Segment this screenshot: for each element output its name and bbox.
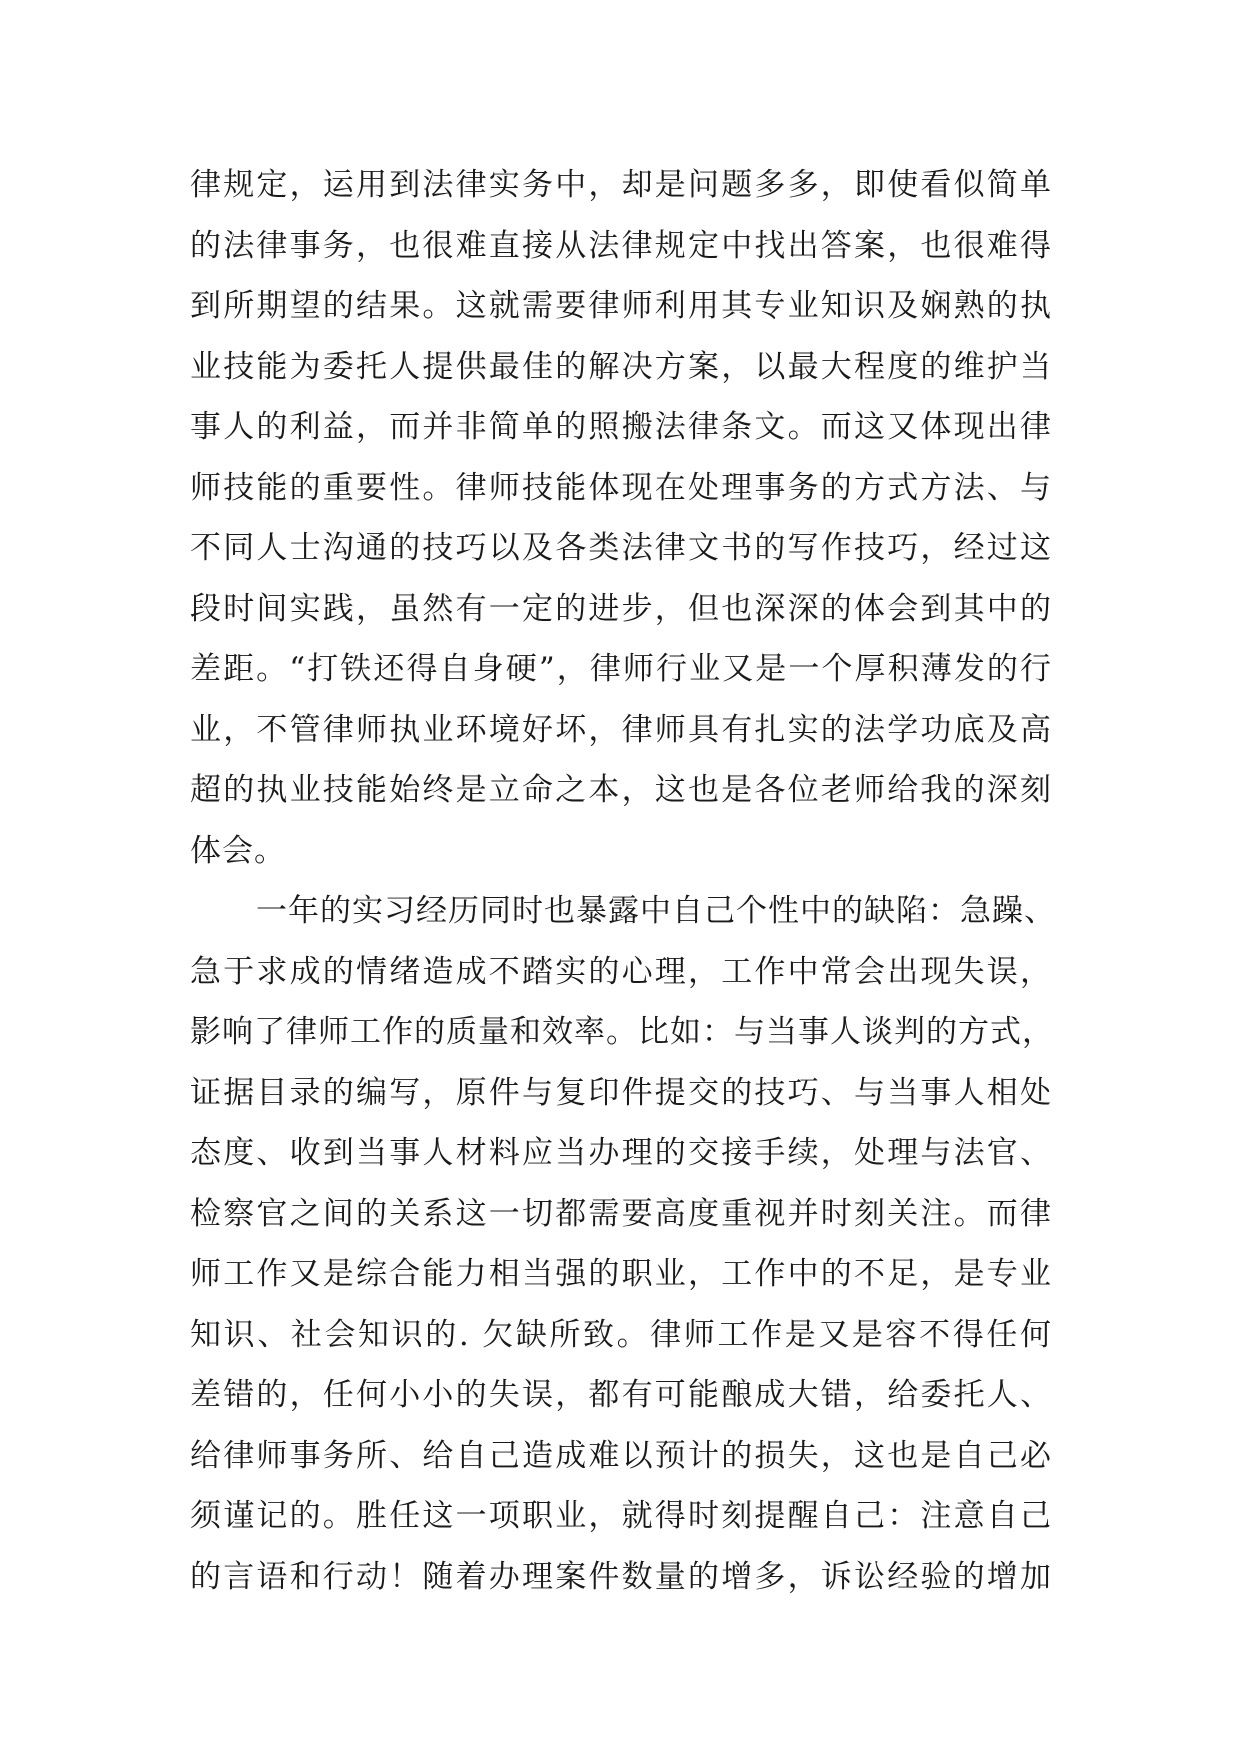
- text-line: 证据目录的编写，原件与复印件提交的技巧、与当事人相处: [190, 1074, 1052, 1111]
- text-line: 业技能为委托人提供最佳的解决方案，以最大程度的维护当: [190, 348, 1052, 385]
- text-line: 业，不管律师执业环境好坏，律师具有扎实的法学功底及高: [190, 711, 1052, 748]
- text-line: 态度、收到当事人材料应当办理的交接手续，处理与法官、: [190, 1135, 1052, 1171]
- text-line: 体会。: [190, 832, 286, 869]
- text-line: 段时间实践，虽然有一定的进步，但也深深的体会到其中的: [190, 590, 1052, 627]
- text-line: 检察官之间的关系这一切都需要高度重视并时刻关注。而律: [190, 1195, 1052, 1232]
- text-line: 差距。“打铁还得自身硬”，律师行业又是一个厚积薄发的行: [190, 651, 1052, 687]
- text-line: 的言语和行动！随着办理案件数量的增多，诉讼经验的增加: [190, 1558, 1052, 1595]
- body-text: [190, 155, 1056, 1607]
- text-line: 不同人士沟通的技巧以及各类法律文书的写作技巧，经过这: [190, 530, 1052, 566]
- text-line: 一年的实习经历同时也暴露中自己个性中的缺陷：急躁、: [256, 893, 1056, 929]
- text-line: 事人的利益，而并非简单的照搬法律条文。而这又体现出律: [190, 409, 1052, 445]
- text-line: 知识、社会知识的. 欠缺所致。律师工作是又是容不得任何: [190, 1316, 1052, 1353]
- text-line: 到所期望的结果。这就需要律师利用其专业知识及娴熟的执: [190, 288, 1052, 324]
- text-line: 急于求成的情绪造成不踏实的心理，工作中常会出现失误，: [190, 953, 1052, 990]
- text-line: 律规定，运用到法律实务中，却是问题多多，即使看似简单: [190, 167, 1052, 203]
- text-line: 师工作又是综合能力相当强的职业，工作中的不足，是专业: [190, 1256, 1052, 1292]
- text-line: 给律师事务所、给自己造成难以预计的损失，这也是自己必: [190, 1437, 1052, 1474]
- text-line: 差错的，任何小小的失误，都有可能酿成大错，给委托人、: [190, 1377, 1052, 1413]
- text-line: 的法律事务，也很难直接从法律规定中找出答案，也很难得: [190, 227, 1052, 264]
- text-line: 影响了律师工作的质量和效率。比如：与当事人谈判的方式，: [190, 1014, 1054, 1050]
- text-line: 超的执业技能始终是立命之本，这也是各位老师给我的深刻: [190, 772, 1052, 808]
- text-line: 须谨记的。胜任这一项职业，就得时刻提醒自己：注意自己: [190, 1498, 1052, 1534]
- text-line: 师技能的重要性。律师技能体现在处理事务的方式方法、与: [190, 469, 1052, 506]
